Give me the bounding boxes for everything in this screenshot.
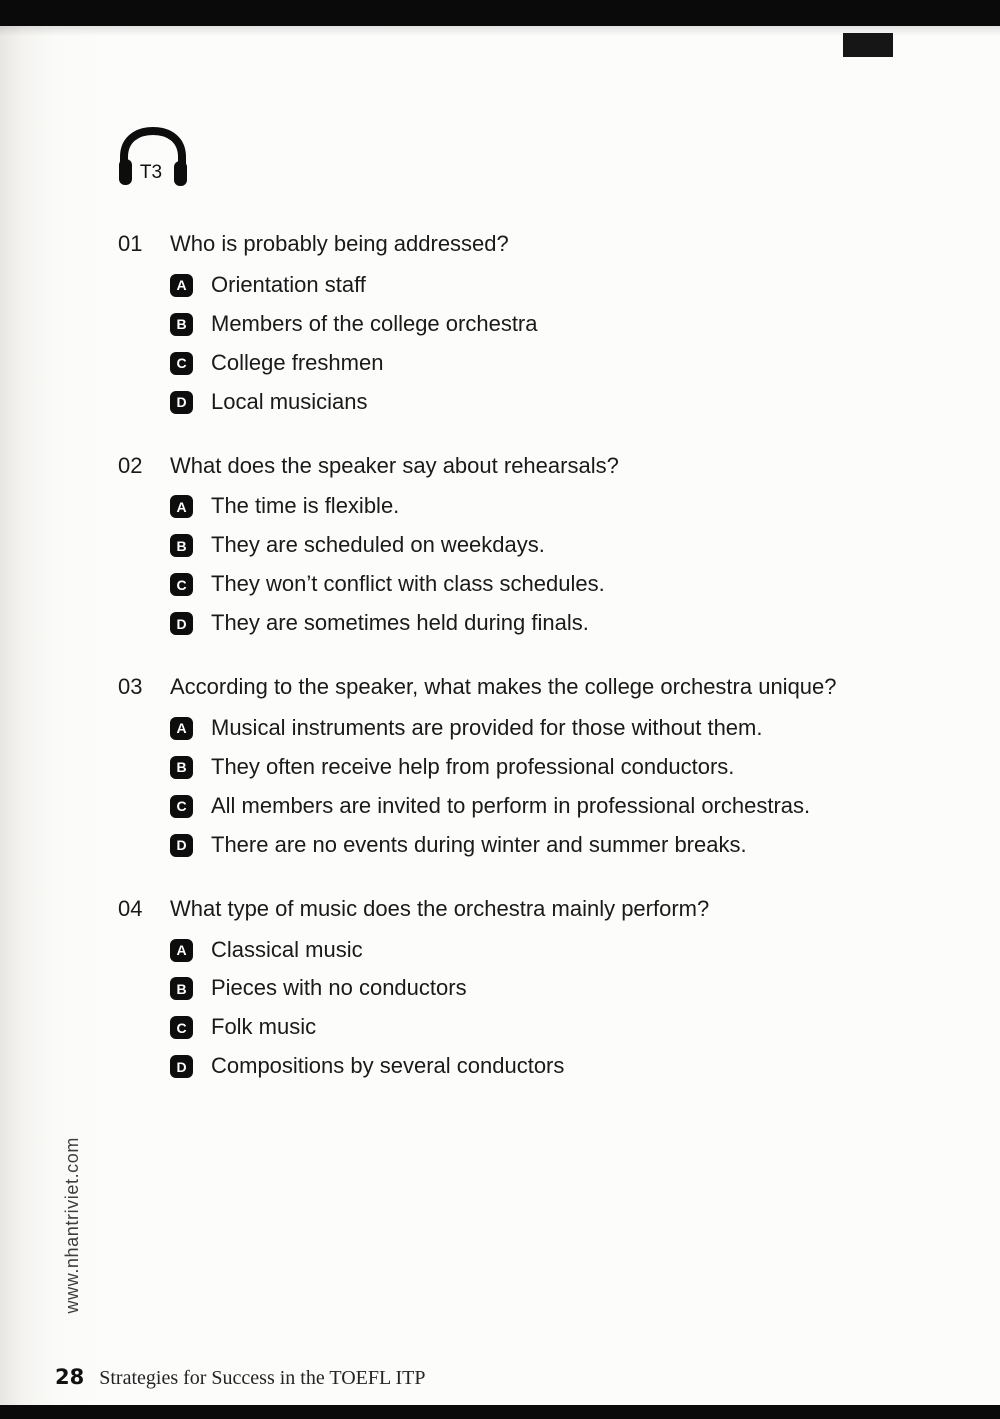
option-text: College freshmen: [211, 349, 384, 375]
option-text: They often receive help from professional conductors.: [211, 753, 735, 779]
option-letter-badge: A: [170, 495, 193, 518]
question-text: What type of music does the orchestra mainly perform?: [170, 895, 710, 921]
question-03: [118, 672, 888, 869]
answer-option: [170, 608, 888, 638]
question-text: According to the speaker, what makes the college orchestra unique?: [170, 674, 837, 700]
question-text: Who is probably being addressed?: [170, 231, 509, 256]
option-letter-badge: A: [170, 717, 193, 740]
option-letter-badge: C: [170, 573, 193, 596]
option-text: Classical music: [211, 936, 363, 962]
top-scan-bar: [0, 0, 1000, 26]
answer-option: [170, 830, 888, 860]
answer-option: [170, 491, 888, 521]
answer-option: [170, 309, 888, 339]
option-letter-badge: C: [170, 352, 193, 375]
answer-option: [170, 1051, 888, 1081]
answer-option: [170, 752, 888, 782]
option-text: They won’t conflict with class schedules.: [211, 571, 605, 597]
option-letter-badge: A: [170, 274, 193, 297]
bottom-scan-bar: [0, 1405, 1000, 1419]
footer-page-number: 28: [55, 1365, 85, 1389]
answer-option: [170, 569, 888, 599]
option-text: Members of the college orchestra: [211, 310, 538, 336]
question-02: [118, 451, 888, 648]
scan-artifact: [843, 33, 893, 57]
option-letter-badge: B: [170, 313, 193, 336]
answer-option: [170, 530, 888, 560]
answer-option: [170, 1012, 888, 1042]
option-letter-badge: B: [170, 977, 193, 1000]
audio-track-marker: [115, 124, 888, 193]
answer-option: [170, 935, 888, 965]
page-content: [118, 124, 888, 1115]
option-letter-badge: D: [170, 834, 193, 857]
answer-option: [170, 713, 888, 743]
option-text: Pieces with no conductors: [211, 975, 467, 1001]
answer-option: [170, 791, 888, 821]
option-text: They are sometimes held during finals.: [211, 610, 589, 636]
track-label: T3: [139, 162, 163, 183]
question-04: [118, 894, 888, 1091]
answer-option: [170, 348, 888, 378]
option-text: Musical instruments are provided for those without them.: [211, 714, 763, 740]
answer-option: [170, 387, 888, 417]
question-number: 01: [118, 231, 143, 256]
question-number: 03: [118, 674, 143, 700]
option-text: The time is flexible.: [211, 493, 400, 519]
option-letter-badge: D: [170, 391, 193, 414]
question-01: [118, 229, 888, 426]
option-letter-badge: D: [170, 1055, 193, 1078]
option-text: Compositions by several conductors: [211, 1053, 565, 1079]
option-text: Local musicians: [211, 388, 368, 414]
page-footer: [55, 1365, 425, 1390]
headphones-icon: [115, 124, 191, 188]
option-text: Folk music: [211, 1014, 317, 1040]
answer-option: [170, 973, 888, 1003]
option-letter-badge: C: [170, 1016, 193, 1039]
option-text: They are scheduled on weekdays.: [211, 532, 545, 558]
option-letter-badge: C: [170, 795, 193, 818]
answer-option: [170, 270, 888, 300]
option-letter-badge: B: [170, 534, 193, 557]
option-text: There are no events during winter and summer breaks.: [211, 831, 747, 857]
footer-book-title: Strategies for Success in the TOEFL ITP: [99, 1367, 426, 1389]
option-letter-badge: D: [170, 612, 193, 635]
question-number: 02: [118, 452, 143, 478]
question-number: 04: [118, 895, 143, 921]
option-text: All members are invited to perform in professional orchestras.: [211, 792, 811, 818]
question-text: What does the speaker say about rehearsals?: [170, 452, 619, 478]
option-text: Orientation staff: [211, 271, 366, 297]
option-letter-badge: B: [170, 756, 193, 779]
publisher-watermark: www.nhantriviet.com: [62, 1136, 82, 1313]
option-letter-badge: A: [170, 939, 193, 962]
